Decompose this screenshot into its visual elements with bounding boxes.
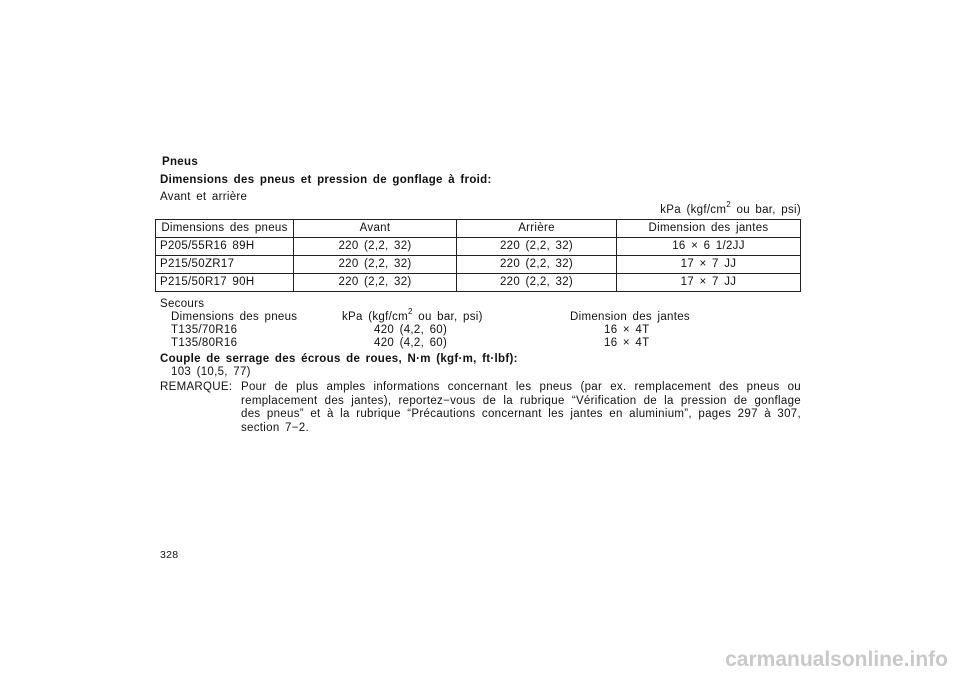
note-label: REMARQUE: [160,381,233,393]
spare-row-pressure: 420 (4,2, 60) [374,337,448,349]
table-row [156,238,801,256]
torque-heading: Couple de serrage des écrous de roues, N·m (kgf·m, ft·lbf): [160,353,518,365]
unit-label-after: ou bar, psi) [731,204,801,216]
cell-rear: 220 (2,2, 32) [457,274,617,292]
spare-row-size: T135/80R16 [171,337,238,349]
cell-rim-size: 16 × 6 1/2JJ [617,238,801,256]
spare-row-size: T135/70R16 [171,324,238,336]
position-label: Avant et arrière [160,191,248,203]
spare-pressure-after: ou bar, psi) [412,311,483,323]
pressure-heading: Dimensions des pneus et pression de gonflage à froid: [160,174,492,186]
section-title: Pneus [162,156,199,168]
header-rim-size: Dimension des jantes [617,220,801,238]
watermark: carmanualsonline.info [725,648,948,671]
unit-label [660,200,801,217]
cell-tire-size: P205/55R16 89H [156,238,294,256]
spare-header-pressure [342,307,483,324]
header-tire-size: Dimensions des pneus [156,220,294,238]
cell-rim-size: 17 × 7 JJ [617,274,801,292]
unit-label-sup: 2 [726,200,731,210]
table-header-row [156,220,801,238]
spare-row-rim: 16 × 4T [604,337,650,349]
cell-front: 220 (2,2, 32) [294,256,457,274]
cell-rear: 220 (2,2, 32) [457,238,617,256]
cell-tire-size: P215/50ZR17 [156,256,294,274]
spare-header-size: Dimensions des pneus [171,311,298,323]
spare-row-rim: 16 × 4T [604,324,650,336]
table-row [156,256,801,274]
table-row [156,274,801,292]
cell-rim-size: 17 × 7 JJ [617,256,801,274]
note-text: Pour de plus amples informations concernant les pneus (par ex. remplacement des pneus ou remplacement des jantes), reportez−vous de la rubrique “Vérification de la pression de gonflage des pneus” et à la rubrique “Précautions concernant les jantes en aluminium”, pages 297 à 307, section 7−2. [241,381,801,434]
cell-rear: 220 (2,2, 32) [457,256,617,274]
spare-title: Secours [160,298,205,310]
cell-front: 220 (2,2, 32) [294,274,457,292]
spare-row-pressure: 420 (4,2, 60) [374,324,448,336]
tire-pressure-table [155,219,801,292]
spare-pressure-sup: 2 [408,307,413,317]
cell-front: 220 (2,2, 32) [294,238,457,256]
page-number: 328 [160,549,179,561]
spare-pressure-before: kPa (kgf/cm [342,311,409,323]
torque-value: 103 (10,5, 77) [171,366,251,378]
spare-header-rim: Dimension des jantes [570,311,690,323]
header-front: Avant [294,220,457,238]
unit-label-before: kPa (kgf/cm [660,204,727,216]
cell-tire-size: P215/50R17 90H [156,274,294,292]
header-rear: Arrière [457,220,617,238]
